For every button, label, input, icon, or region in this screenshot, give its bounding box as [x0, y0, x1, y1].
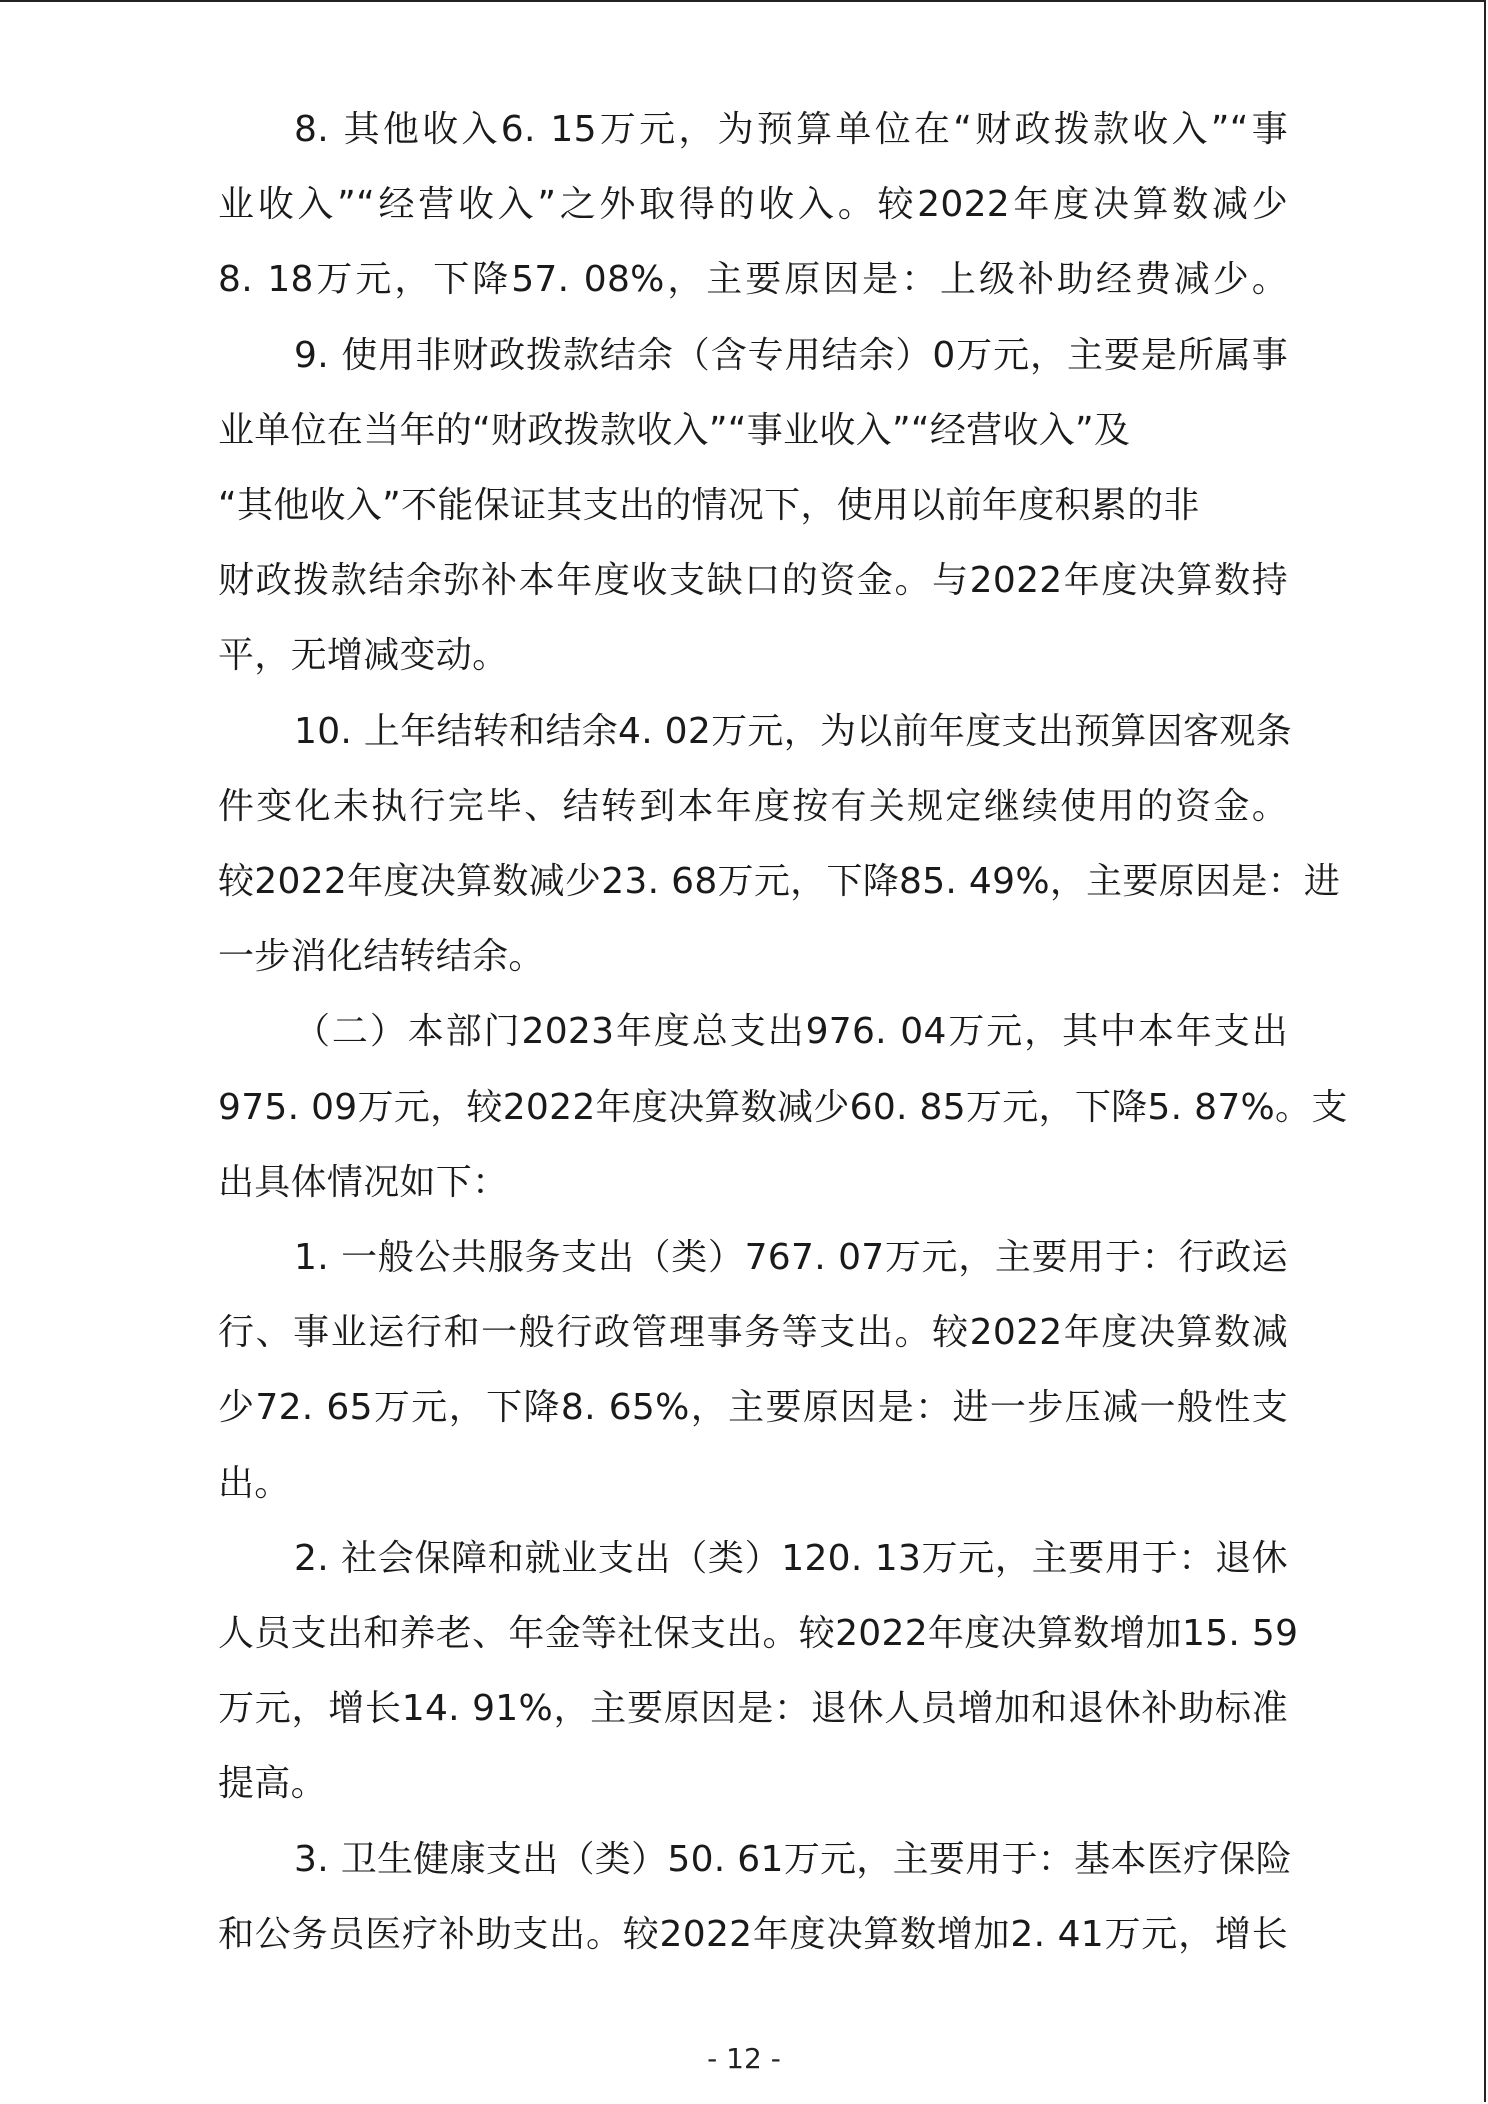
- text-line: 财政拨款结余弥补本年度收支缺口的资金。与2022年度决算数持: [218, 560, 1288, 602]
- paragraph-total-expenditure: [218, 994, 1348, 1220]
- text-line: 业单位在当年的“财政拨款收入”“事业收入”“经营收入”及: [218, 409, 1131, 451]
- text-line: 和公务员医疗补助支出。较2022年度决算数增加2. 41万元，增长: [218, 1913, 1288, 1955]
- paragraph-social-security: [218, 1521, 1299, 1822]
- text-line: 业收入”“经营收入”之外取得的收入。较2022年度决算数减少: [218, 184, 1288, 226]
- text-line: 10. 上年结转和结余4. 02万元，为以前年度支出预算因客观条: [294, 710, 1292, 752]
- paragraph-general-public-services: [218, 1220, 1288, 1521]
- text-line: “其他收入”不能保证其支出的情况下，使用以前年度积累的非: [218, 485, 1200, 527]
- text-line: 8. 18万元，下降57. 08%，主要原因是：上级补助经费减少。: [218, 259, 1288, 301]
- text-line: 1. 一般公共服务支出（类）767. 07万元，主要用于：行政运: [294, 1237, 1288, 1279]
- text-line: （二）本部门2023年度总支出976. 04万元，其中本年支出: [294, 1011, 1288, 1053]
- paragraph-non-fiscal-balance: [218, 318, 1288, 694]
- text-line: 少72. 65万元，下降8. 65%，主要原因是：进一步压减一般性支: [218, 1387, 1288, 1429]
- text-line: 出。: [218, 1462, 291, 1504]
- document-body: [218, 92, 1348, 1972]
- text-line: 较2022年度决算数减少23. 68万元，下降85. 49%，主要原因是：进: [218, 861, 1341, 903]
- text-line: 3. 卫生健康支出（类）50. 61万元，主要用于：基本医疗保险: [294, 1838, 1292, 1880]
- paragraph-other-income: [218, 92, 1288, 318]
- text-line: 975. 09万元，较2022年度决算数减少60. 85万元，下降5. 87%。支: [218, 1086, 1348, 1128]
- paragraph-prior-year-carryover: [218, 694, 1341, 995]
- text-line: 2. 社会保障和就业支出（类）120. 13万元，主要用于：退休: [294, 1537, 1288, 1579]
- text-line: 件变化未执行完毕、结转到本年度按有关规定继续使用的资金。: [218, 785, 1288, 827]
- text-line: 平，无增减变动。: [218, 635, 509, 677]
- text-line: 提高。: [218, 1763, 327, 1805]
- text-line: 一步消化结转结余。: [218, 936, 545, 978]
- text-line: 出具体情况如下：: [218, 1161, 509, 1203]
- text-line: 8. 其他收入6. 15万元，为预算单位在“财政拨款收入”“事: [294, 109, 1288, 150]
- text-line: 行、事业运行和一般行政管理事务等支出。较2022年度决算数减: [218, 1312, 1288, 1354]
- text-line: 人员支出和养老、年金等社保支出。较2022年度决算数增加15. 59: [218, 1613, 1299, 1655]
- text-line: 万元，增长14. 91%，主要原因是：退休人员增加和退休补助标准: [218, 1688, 1288, 1730]
- text-line: 9. 使用非财政拨款结余（含专用结余）0万元，主要是所属事: [294, 334, 1288, 376]
- page-number: - 12 -: [707, 2042, 781, 2075]
- paragraph-health: [218, 1822, 1292, 1972]
